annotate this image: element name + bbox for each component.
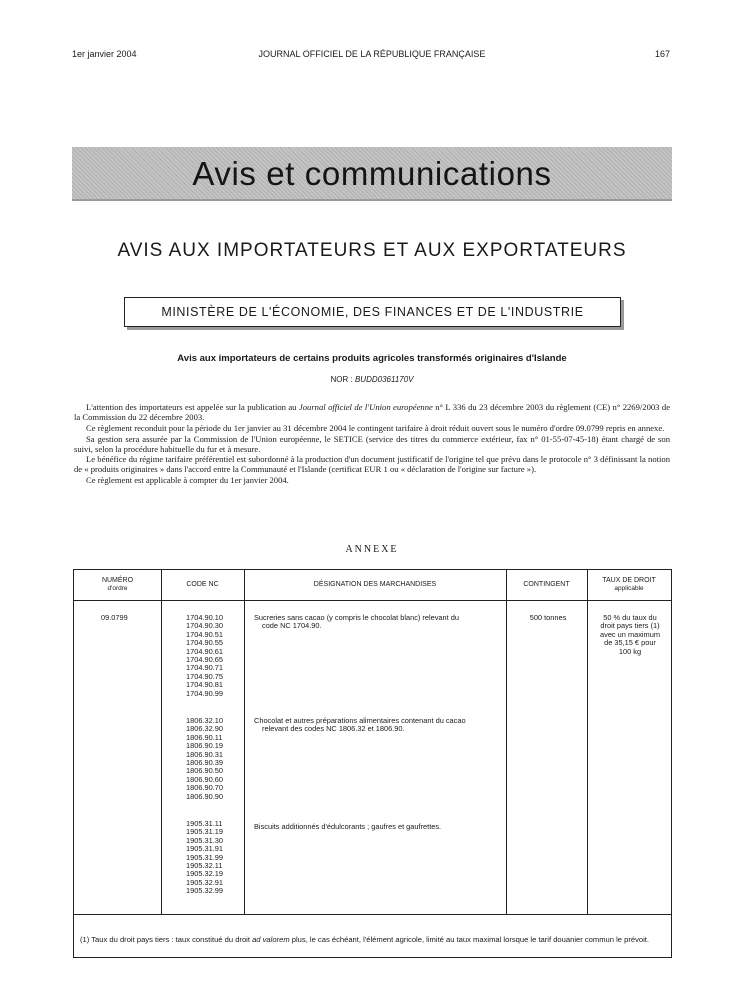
nc-code: 1806.90.19 <box>186 741 223 751</box>
header-label: NUMÉRO <box>101 577 134 584</box>
nc-code: 1806.90.31 <box>186 749 223 759</box>
nc-code: 1806.32.10 <box>186 716 223 725</box>
paragraph-text: L'attention des importateurs est appelée sur la publication au <box>86 402 299 412</box>
page-number: 167 <box>654 49 670 59</box>
nor-label: NOR : <box>330 375 353 384</box>
section-heading: AVIS AUX IMPORTATEURS ET AUX EXPORTATEURS <box>117 240 627 261</box>
notice-title: Avis aux importateurs de certains produits agricoles transformés originaires d'Islande <box>177 353 567 364</box>
paragraph-text: n° L 336 du 23 décembre 2003 du règlement (CE) n° 2269/2003 de la Commission du 22 décembre 2003. <box>74 402 671 422</box>
nc-code: 1806.90.90 <box>186 791 223 801</box>
ministry-box <box>124 297 621 327</box>
rate-line: droit pays tiers (1) <box>600 621 660 631</box>
nc-code: 1704.90.10 <box>186 613 223 622</box>
code-group <box>186 717 223 801</box>
header-sublabel: applicable <box>614 585 644 592</box>
journal-reference: Journal officiel de l'Union européenne <box>298 402 433 412</box>
footnote-text: plus, le cas échéant, l'élément agricole, limité au taux maximal lorsque le tarif douanier commun le prévoit. <box>289 935 650 944</box>
header-designation <box>244 570 506 600</box>
nc-code: 1704.90.61 <box>186 646 223 656</box>
nc-code: 1905.31.91 <box>186 844 223 854</box>
rate-line: de 35,15 € pour <box>604 638 656 648</box>
designation <box>254 717 498 734</box>
column-divider <box>244 570 245 914</box>
nc-code: 1806.90.39 <box>186 758 223 768</box>
paragraph: Sa gestion sera assurée par la Commission de l'Union européenne, le SETICE (service des titres du commerce extérieur, fax n° 01-55-07-45-18) étant chargé de son suivi, selon la procédure habituelle du fur et à mesure. <box>74 434 670 454</box>
annex-title: ANNEXE <box>345 544 399 555</box>
nc-code: 1806.90.11 <box>186 732 223 742</box>
issue-date: 1er janvier 2004 <box>72 49 137 59</box>
ministry-name: MINISTÈRE DE L'ÉCONOMIE, DES FINANCES ET DE L'INDUSTRIE <box>161 305 584 319</box>
nc-code: 1704.90.75 <box>186 671 223 681</box>
footnote-text: (1) Taux du droit pays tiers : taux constitué du droit <box>80 935 253 944</box>
footnote-italic: ad valorem <box>252 935 290 944</box>
section-banner <box>72 147 672 201</box>
journal-title: JOURNAL OFFICIEL DE LA RÉPUBLIQUE FRANÇAISE <box>258 49 486 59</box>
rate-value <box>589 614 671 656</box>
rate-line: 50 % du taux du <box>603 613 657 622</box>
designation-text: code NC 1704.90. <box>262 621 322 631</box>
nc-code: 1905.32.99 <box>186 886 223 896</box>
notice-body <box>74 402 670 485</box>
rate-line: avec un maximum <box>600 629 660 639</box>
table-footer-rule <box>74 914 671 915</box>
header-sublabel: d'ordre <box>107 585 128 592</box>
column-divider <box>506 570 507 914</box>
order-number: 09.0799 <box>101 613 128 622</box>
nc-code: 1704.90.51 <box>186 629 223 639</box>
code-group <box>186 820 223 896</box>
header-label: TAUX DE DROIT <box>602 577 656 584</box>
nc-code: 1704.90.99 <box>186 688 223 698</box>
nor-reference <box>72 375 672 384</box>
nc-code: 1704.90.81 <box>186 680 223 690</box>
nc-code: 1704.90.55 <box>186 638 223 648</box>
nc-code: 1704.90.71 <box>186 663 223 673</box>
designation-text: Chocolat et autres préparations alimentaires contenant du cacao <box>254 716 466 725</box>
table-footnote <box>80 935 667 944</box>
nc-code: 1806.32.90 <box>186 724 223 734</box>
header-code <box>161 570 244 600</box>
header-label: CONTINGENT <box>523 581 570 588</box>
header-label: DÉSIGNATION DES MARCHANDISES <box>313 581 437 588</box>
header-order <box>74 570 161 600</box>
nc-code: 1905.31.11 <box>186 819 223 828</box>
nc-code: 1905.31.99 <box>186 852 223 862</box>
annex-table <box>73 569 672 958</box>
designation <box>254 823 498 831</box>
code-group <box>186 614 223 698</box>
table-header-rule <box>74 600 671 601</box>
designation <box>254 614 498 631</box>
designation-text: Biscuits additionnés d'édulcorants ; gaufres et gaufrettes. <box>254 822 442 831</box>
paragraph: Ce règlement est applicable à compter du 1er janvier 2004. <box>86 475 289 485</box>
nc-code: 1806.90.50 <box>186 766 223 776</box>
paragraph: Ce règlement reconduit pour la période du 1er janvier au 31 décembre 2004 le contingent tarifaire à droit réduit ouvert sous le numéro d'ordre 09.0799 repris en annexe. <box>86 423 665 433</box>
header-rate <box>587 570 671 600</box>
nc-code: 1704.90.30 <box>186 621 223 631</box>
paragraph <box>74 402 670 422</box>
nc-code: 1905.32.91 <box>186 877 223 887</box>
nc-code: 1806.90.70 <box>186 783 223 793</box>
nc-code: 1905.32.19 <box>186 869 223 879</box>
nc-code: 1704.90.65 <box>186 655 223 665</box>
column-divider <box>161 570 162 914</box>
nc-code: 1806.90.60 <box>186 774 223 784</box>
designation-text: relevant des codes NC 1806.32 et 1806.90. <box>262 724 405 734</box>
running-head <box>72 49 672 63</box>
nor-value: BUDD0361170V <box>354 375 414 384</box>
nc-code: 1905.31.19 <box>186 827 223 837</box>
nc-code: 1905.32.11 <box>186 861 223 871</box>
designation-text: Sucreries sans cacao (y compris le chocolat blanc) relevant du <box>254 613 459 622</box>
banner-title: Avis et communications <box>192 155 552 192</box>
nc-code: 1905.31.30 <box>186 835 223 845</box>
paragraph: Le bénéfice du régime tarifaire préférentiel est subordonné à la production d'un document justificatif de l'origine tel que prévu dans le protocole n° 3 définissant la notion de « produits originaires » dans l'accord entre la Communauté et l'Islande (certificat EUR 1 ou « déclaration de l'origine sur facture »). <box>74 454 670 474</box>
quota-value: 500 tonnes <box>529 613 567 622</box>
rate-line: 100 kg <box>618 646 642 656</box>
header-quota <box>506 570 587 600</box>
header-label: CODE NC <box>186 581 219 588</box>
